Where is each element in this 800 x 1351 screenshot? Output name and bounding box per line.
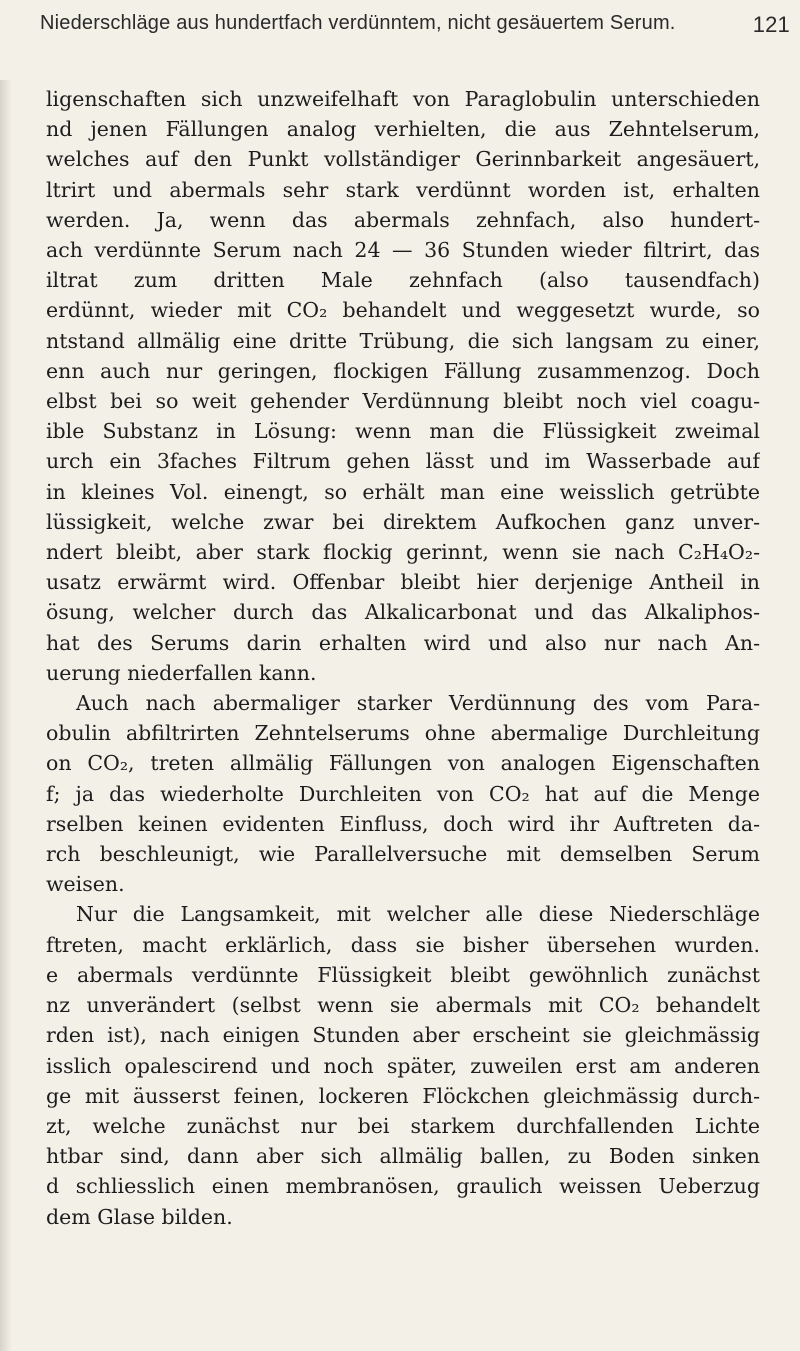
text-line: enn auch nur geringen, flockigen Fällung zusammenzog. Doch — [46, 358, 760, 383]
text-line: ligenschaften sich unzweifelhaft von Paraglobulin unterschieden — [46, 87, 760, 111]
text-line: elbst bei so weit gehender Verdünnung bleibt noch viel coagu- — [46, 389, 760, 414]
text-line: ösung, welcher durch das Alkalicarbonat und das Alkaliphos- — [46, 600, 760, 625]
text-line: ach verdünnte Serum nach 24 — 36 Stunden wieder filtrirt, das — [46, 238, 760, 263]
text-line: weisen. — [46, 872, 125, 897]
running-header — [40, 12, 790, 42]
text-line: Nur die Langsamkeit, mit welcher alle diese Niederschläge — [76, 902, 760, 927]
text-line: hat des Serums darin erhalten wird und also nur nach An- — [46, 630, 760, 655]
paragraph-2 — [46, 688, 760, 899]
binding-gutter-shadow — [0, 80, 12, 1351]
text-line: ge mit äusserst feinen, lockeren Flöckchen gleichmässig durch- — [46, 1083, 760, 1108]
text-line: erdünnt, wieder mit CO₂ behandelt und weggesetzt wurde, so — [46, 298, 760, 323]
text-line: dem Glase bilden. — [46, 1204, 233, 1229]
text-line: ftreten, macht erklärlich, dass sie bisher übersehen wurden. — [46, 932, 760, 957]
text-line: e abermals verdünnte Flüssigkeit bleibt gewöhnlich zunächst — [46, 962, 760, 987]
running-title: Niederschläge aus hundertfach verdünntem, nicht gesäuertem Serum. — [40, 12, 676, 34]
text-line: on CO₂, treten allmälig Fällungen von analogen Eigenschaften — [46, 751, 760, 776]
page-number: 121 — [752, 12, 790, 37]
text-line: iltrat zum dritten Male zehnfach (also tausendfach) — [46, 268, 760, 293]
text-line: usatz erwärmt wird. Offenbar bleibt hier derjenige Antheil in — [46, 570, 760, 595]
text-line: nd jenen Fällungen analog verhielten, die aus Zehntelserum, — [46, 117, 760, 142]
text-line: welches auf den Punkt vollständiger Gerinnbarkeit angesäuert, — [46, 147, 760, 172]
text-line: urch ein 3faches Filtrum gehen lässt und im Wasserbade auf — [46, 449, 760, 474]
text-line: uerung niederfallen kann. — [46, 660, 317, 685]
text-line: in kleines Vol. einengt, so erhält man eine weisslich getrübte — [46, 479, 760, 504]
body-text — [46, 84, 760, 1232]
text-line: isslich opalescirend und noch später, zuweilen erst am anderen — [46, 1053, 760, 1078]
paragraph-1 — [46, 84, 760, 688]
text-line: ntstand allmälig eine dritte Trübung, die sich langsam zu einer, — [46, 328, 760, 353]
text-line: rch beschleunigt, wie Parallelversuche mit demselben Serum — [46, 842, 760, 867]
text-line: htbar sind, dann aber sich allmälig ballen, zu Boden sinken — [46, 1144, 760, 1169]
text-line: rden ist), nach einigen Stunden aber erscheint sie gleichmässig — [46, 1023, 760, 1048]
text-line: ible Substanz in Lösung: wenn man die Flüssigkeit zweimal — [46, 419, 760, 444]
text-line: zt, welche zunächst nur bei starkem durchfallenden Lichte — [46, 1113, 760, 1138]
text-line: lüssigkeit, welche zwar bei direktem Aufkochen ganz unver- — [46, 509, 760, 534]
text-line: werden. Ja, wenn das abermals zehnfach, also hundert- — [46, 207, 760, 232]
text-line: ltrirt und abermals sehr stark verdünnt worden ist, erhalten — [46, 177, 760, 202]
text-line: rselben keinen evidenten Einfluss, doch wird ihr Auftreten da- — [46, 811, 760, 836]
text-line: obulin abfiltrirten Zehntelserums ohne abermalige Durchleitung — [46, 721, 760, 746]
text-line: d schliesslich einen membranösen, graulich weissen Ueberzug — [46, 1174, 760, 1199]
paragraph-3 — [46, 899, 760, 1231]
text-line: f; ja das wiederholte Durchleiten von CO₂ hat auf die Menge — [46, 781, 760, 806]
text-line: ndert bleibt, aber stark flockig gerinnt, wenn sie nach C₂H₄O₂- — [46, 540, 760, 565]
text-line: Auch nach abermaliger starker Verdünnung des vom Para- — [76, 691, 760, 716]
text-line: nz unverändert (selbst wenn sie abermals mit CO₂ behandelt — [46, 993, 760, 1018]
